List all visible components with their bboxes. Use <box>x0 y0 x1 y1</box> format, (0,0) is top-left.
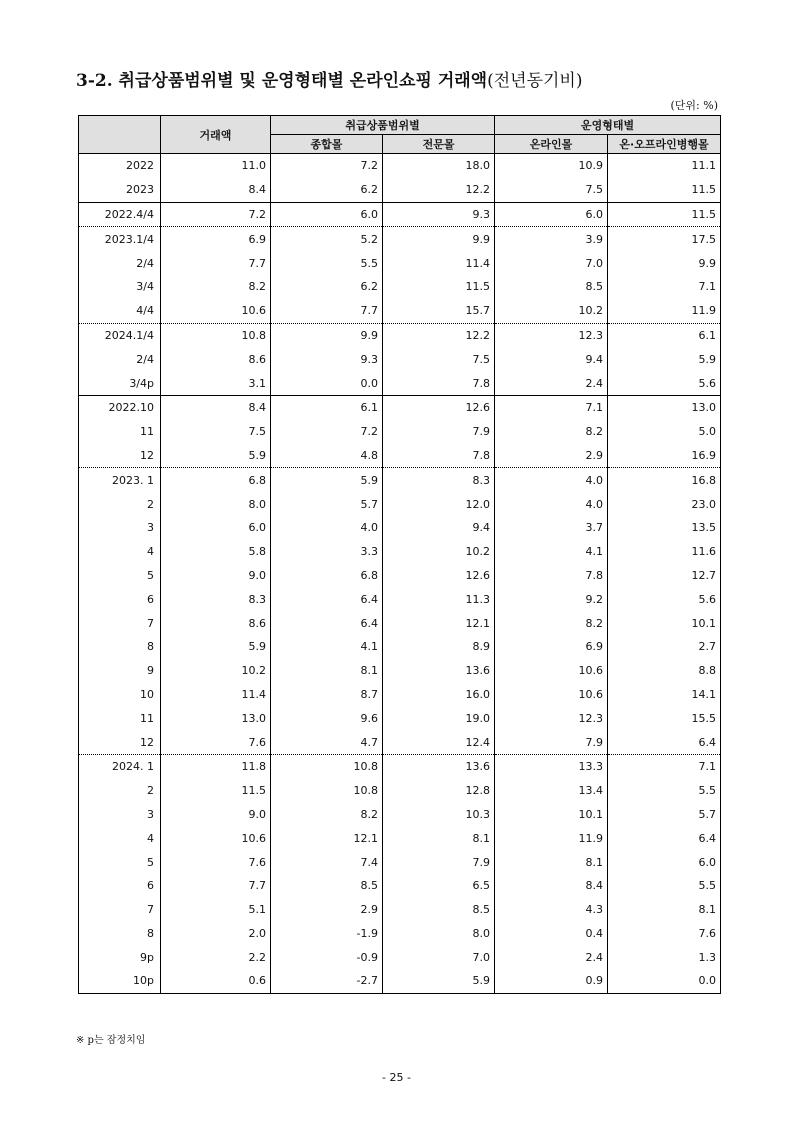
row-label: 2023 <box>79 178 161 202</box>
table-cell: 3.7 <box>495 516 608 540</box>
table-cell: 11.9 <box>608 299 721 323</box>
table-row <box>79 922 721 946</box>
table-cell: 13.0 <box>161 706 271 730</box>
table-cell: 7.2 <box>271 154 383 178</box>
table-cell: 16.9 <box>608 444 721 468</box>
table-cell: 17.5 <box>608 227 721 251</box>
table-cell: 9.3 <box>383 202 495 227</box>
table-cell: 1.3 <box>608 945 721 969</box>
row-label: 3 <box>79 516 161 540</box>
table-row <box>79 587 721 611</box>
row-label: 2/4 <box>79 347 161 371</box>
table-cell: 5.6 <box>608 587 721 611</box>
table-cell: 8.6 <box>161 347 271 371</box>
table-cell: 5.9 <box>271 468 383 492</box>
table-cell: 7.5 <box>161 420 271 444</box>
table-cell: 6.8 <box>161 468 271 492</box>
row-label: 4 <box>79 826 161 850</box>
table-cell: 9.6 <box>271 706 383 730</box>
row-label: 3/4p <box>79 371 161 395</box>
table-cell: 10.2 <box>383 540 495 564</box>
table-cell: 6.2 <box>271 275 383 299</box>
table-cell: 11.6 <box>608 540 721 564</box>
table-cell: 9.9 <box>383 227 495 251</box>
table-cell: 7.1 <box>495 395 608 419</box>
table-cell: 12.2 <box>383 178 495 202</box>
row-label: 9p <box>79 945 161 969</box>
table-cell: 7.0 <box>495 251 608 275</box>
table-cell: 5.9 <box>608 347 721 371</box>
header-specialty: 전문몰 <box>383 135 495 154</box>
table-row <box>79 444 721 468</box>
table-cell: 6.5 <box>383 874 495 898</box>
header-online: 온라인몰 <box>495 135 608 154</box>
table-row <box>79 420 721 444</box>
table-cell: 14.1 <box>608 683 721 707</box>
unit-label: (단위: %) <box>670 99 718 112</box>
table-cell: 8.1 <box>495 850 608 874</box>
table-cell: 16.8 <box>608 468 721 492</box>
table-row <box>79 635 721 659</box>
table-cell: 5.1 <box>161 898 271 922</box>
table-cell: 7.1 <box>608 754 721 778</box>
table-cell: 11.4 <box>161 683 271 707</box>
table-cell: 0.9 <box>495 969 608 993</box>
row-label: 7 <box>79 898 161 922</box>
row-label: 3 <box>79 803 161 827</box>
table-cell: 11.5 <box>608 202 721 227</box>
table-cell: 12.3 <box>495 323 608 347</box>
table-cell: 4.0 <box>495 492 608 516</box>
table-cell: 11.5 <box>608 178 721 202</box>
table-cell: 2.7 <box>608 635 721 659</box>
table-cell: 12.6 <box>383 564 495 588</box>
table-cell: 8.6 <box>161 611 271 635</box>
table-cell: 6.9 <box>495 635 608 659</box>
row-label: 12 <box>79 730 161 754</box>
table-cell: 6.8 <box>271 564 383 588</box>
table-cell: 6.4 <box>608 826 721 850</box>
table-cell: 5.7 <box>271 492 383 516</box>
table-row <box>79 706 721 730</box>
table-cell: 6.1 <box>608 323 721 347</box>
table-cell: 5.0 <box>608 420 721 444</box>
row-label: 2022.4/4 <box>79 202 161 227</box>
table-cell: 7.7 <box>161 251 271 275</box>
table-cell: 7.7 <box>271 299 383 323</box>
header-type-group: 운영형태별 <box>495 116 721 135</box>
table-cell: 12.1 <box>271 826 383 850</box>
row-label: 2022.10 <box>79 395 161 419</box>
table-cell: 11.5 <box>161 779 271 803</box>
table-cell: 7.5 <box>383 347 495 371</box>
table-cell: 5.5 <box>608 779 721 803</box>
table-cell: 23.0 <box>608 492 721 516</box>
page-number: - 25 - <box>382 1071 411 1084</box>
header-period <box>79 116 161 154</box>
table-row <box>79 945 721 969</box>
table-cell: 4.7 <box>271 730 383 754</box>
table-cell: 10.6 <box>161 826 271 850</box>
table-cell: 8.9 <box>383 635 495 659</box>
table-cell: 5.7 <box>608 803 721 827</box>
table-cell: 3.9 <box>495 227 608 251</box>
table-cell: 0.6 <box>161 969 271 993</box>
row-label: 2 <box>79 492 161 516</box>
table-cell: 2.9 <box>495 444 608 468</box>
table-cell: 6.4 <box>271 611 383 635</box>
table-cell: 9.3 <box>271 347 383 371</box>
table-cell: 7.9 <box>383 420 495 444</box>
table-row <box>79 299 721 323</box>
table-cell: 10.6 <box>495 659 608 683</box>
table-cell: 8.7 <box>271 683 383 707</box>
table-cell: 7.8 <box>383 444 495 468</box>
row-label: 10 <box>79 683 161 707</box>
table-row <box>79 371 721 395</box>
row-label: 7 <box>79 611 161 635</box>
table-title-main: 3-2. 취급상품범위별 및 운영형태별 온라인쇼핑 거래액 <box>76 71 488 91</box>
table-cell: 5.2 <box>271 227 383 251</box>
row-label: 4/4 <box>79 299 161 323</box>
table-cell: 13.5 <box>608 516 721 540</box>
table-row <box>79 395 721 419</box>
table-cell: 8.1 <box>271 659 383 683</box>
row-label: 12 <box>79 444 161 468</box>
table-cell: 7.7 <box>161 874 271 898</box>
table-cell: 13.3 <box>495 754 608 778</box>
table-cell: 4.0 <box>495 468 608 492</box>
table-row <box>79 850 721 874</box>
table-cell: 11.1 <box>608 154 721 178</box>
row-label: 2022 <box>79 154 161 178</box>
table-cell: 6.0 <box>271 202 383 227</box>
table-cell: 7.9 <box>495 730 608 754</box>
table-cell: 8.3 <box>161 587 271 611</box>
table-cell: 15.5 <box>608 706 721 730</box>
table-title-paren: (전년동기비) <box>487 71 583 91</box>
table-cell: 11.8 <box>161 754 271 778</box>
table-row <box>79 874 721 898</box>
row-label: 8 <box>79 635 161 659</box>
table-cell: 12.4 <box>383 730 495 754</box>
table-cell: 6.0 <box>161 516 271 540</box>
table-row <box>79 251 721 275</box>
table-cell: 8.2 <box>495 420 608 444</box>
table-row <box>79 347 721 371</box>
row-label: 9 <box>79 659 161 683</box>
table-cell: 4.8 <box>271 444 383 468</box>
table-cell: 10.9 <box>495 154 608 178</box>
table-row <box>79 178 721 202</box>
table-cell: 18.0 <box>383 154 495 178</box>
table-cell: 8.2 <box>161 275 271 299</box>
header-scope-group: 취급상품범위별 <box>271 116 495 135</box>
table-cell: 13.6 <box>383 659 495 683</box>
table-cell: 10.3 <box>383 803 495 827</box>
table-cell: 13.0 <box>608 395 721 419</box>
table-cell: 8.8 <box>608 659 721 683</box>
table-cell: 10.1 <box>495 803 608 827</box>
table-cell: 6.2 <box>271 178 383 202</box>
table-cell: 5.5 <box>271 251 383 275</box>
table-cell: 8.5 <box>495 275 608 299</box>
table-row <box>79 275 721 299</box>
table-cell: 8.0 <box>383 922 495 946</box>
row-label: 2024.1/4 <box>79 323 161 347</box>
table-cell: 0.0 <box>271 371 383 395</box>
table-cell: 8.0 <box>161 492 271 516</box>
table-cell: 7.2 <box>161 202 271 227</box>
table-cell: 9.4 <box>383 516 495 540</box>
table-row <box>79 803 721 827</box>
table-cell: 7.9 <box>383 850 495 874</box>
data-table <box>78 115 721 994</box>
table-cell: 2.9 <box>271 898 383 922</box>
table-row <box>79 540 721 564</box>
table-cell: 10.2 <box>495 299 608 323</box>
table-cell: 12.0 <box>383 492 495 516</box>
row-label: 3/4 <box>79 275 161 299</box>
row-label: 2/4 <box>79 251 161 275</box>
table-cell: 8.5 <box>383 898 495 922</box>
table-cell: 5.9 <box>383 969 495 993</box>
row-label: 4 <box>79 540 161 564</box>
table-cell: -1.9 <box>271 922 383 946</box>
table-cell: 7.4 <box>271 850 383 874</box>
row-label: 11 <box>79 706 161 730</box>
table-cell: 8.4 <box>161 395 271 419</box>
table-cell: 4.3 <box>495 898 608 922</box>
row-label: 2 <box>79 779 161 803</box>
table-cell: -2.7 <box>271 969 383 993</box>
table-cell: 0.4 <box>495 922 608 946</box>
table-cell: -0.9 <box>271 945 383 969</box>
table-cell: 8.3 <box>383 468 495 492</box>
row-label: 8 <box>79 922 161 946</box>
table-cell: 2.0 <box>161 922 271 946</box>
table-row <box>79 492 721 516</box>
table-cell: 12.6 <box>383 395 495 419</box>
table-cell: 8.5 <box>271 874 383 898</box>
table-cell: 8.4 <box>161 178 271 202</box>
table-cell: 5.9 <box>161 444 271 468</box>
table-row <box>79 659 721 683</box>
table-cell: 10.2 <box>161 659 271 683</box>
footnote: ※ p는 잠정치임 <box>76 1035 146 1046</box>
table-cell: 7.5 <box>495 178 608 202</box>
table-cell: 7.6 <box>608 922 721 946</box>
table-row <box>79 323 721 347</box>
table-cell: 12.2 <box>383 323 495 347</box>
table-cell: 2.4 <box>495 945 608 969</box>
table-row <box>79 611 721 635</box>
table-row <box>79 564 721 588</box>
table-cell: 7.1 <box>608 275 721 299</box>
table-body <box>79 154 721 994</box>
table-cell: 3.3 <box>271 540 383 564</box>
table-row <box>79 779 721 803</box>
row-label: 6 <box>79 587 161 611</box>
table-row <box>79 730 721 754</box>
table-row <box>79 898 721 922</box>
table-cell: 8.1 <box>383 826 495 850</box>
table-cell: 19.0 <box>383 706 495 730</box>
table-cell: 7.6 <box>161 850 271 874</box>
table-cell: 9.0 <box>161 564 271 588</box>
table-cell: 5.9 <box>161 635 271 659</box>
table-cell: 9.9 <box>271 323 383 347</box>
header-general: 종합몰 <box>271 135 383 154</box>
table-row <box>79 154 721 178</box>
table-cell: 3.1 <box>161 371 271 395</box>
table-cell: 16.0 <box>383 683 495 707</box>
table-cell: 11.4 <box>383 251 495 275</box>
table-cell: 7.0 <box>383 945 495 969</box>
table-cell: 13.6 <box>383 754 495 778</box>
table-cell: 11.9 <box>495 826 608 850</box>
table-cell: 9.4 <box>495 347 608 371</box>
table-cell: 12.7 <box>608 564 721 588</box>
table-cell: 5.6 <box>608 371 721 395</box>
table-cell: 11.0 <box>161 154 271 178</box>
row-label: 11 <box>79 420 161 444</box>
table-cell: 9.0 <box>161 803 271 827</box>
table-cell: 6.1 <box>271 395 383 419</box>
table-cell: 6.0 <box>608 850 721 874</box>
header-total: 거래액 <box>161 116 271 154</box>
table-cell: 7.8 <box>383 371 495 395</box>
row-label: 2024. 1 <box>79 754 161 778</box>
table-row <box>79 202 721 227</box>
table-cell: 2.4 <box>495 371 608 395</box>
table-cell: 4.0 <box>271 516 383 540</box>
table-cell: 7.8 <box>495 564 608 588</box>
table-cell: 10.6 <box>495 683 608 707</box>
table-row <box>79 516 721 540</box>
row-label: 5 <box>79 564 161 588</box>
table-title <box>76 66 582 91</box>
table-cell: 6.0 <box>495 202 608 227</box>
table-cell: 5.8 <box>161 540 271 564</box>
table-cell: 8.4 <box>495 874 608 898</box>
row-label: 10p <box>79 969 161 993</box>
table-cell: 6.4 <box>608 730 721 754</box>
table-cell: 15.7 <box>383 299 495 323</box>
table-row <box>79 227 721 251</box>
table-cell: 6.4 <box>271 587 383 611</box>
table-cell: 6.9 <box>161 227 271 251</box>
table-cell: 10.8 <box>271 779 383 803</box>
table-cell: 8.1 <box>608 898 721 922</box>
table-row <box>79 754 721 778</box>
table-cell: 7.6 <box>161 730 271 754</box>
table-cell: 2.2 <box>161 945 271 969</box>
table-cell: 10.1 <box>608 611 721 635</box>
table-row <box>79 826 721 850</box>
table-cell: 0.0 <box>608 969 721 993</box>
table-cell: 7.2 <box>271 420 383 444</box>
table-cell: 9.9 <box>608 251 721 275</box>
table-cell: 10.8 <box>161 323 271 347</box>
row-label: 2023.1/4 <box>79 227 161 251</box>
table-cell: 10.8 <box>271 754 383 778</box>
table-cell: 13.4 <box>495 779 608 803</box>
table-cell: 11.3 <box>383 587 495 611</box>
table-cell: 10.6 <box>161 299 271 323</box>
table-row <box>79 969 721 993</box>
table-cell: 9.2 <box>495 587 608 611</box>
row-label: 5 <box>79 850 161 874</box>
table-cell: 8.2 <box>495 611 608 635</box>
row-label: 2023. 1 <box>79 468 161 492</box>
table-cell: 4.1 <box>495 540 608 564</box>
table-row <box>79 683 721 707</box>
table-cell: 4.1 <box>271 635 383 659</box>
table-cell: 12.3 <box>495 706 608 730</box>
table-cell: 8.2 <box>271 803 383 827</box>
table-cell: 5.5 <box>608 874 721 898</box>
header-onoff: 온·오프라인병행몰 <box>608 135 721 154</box>
table-cell: 12.1 <box>383 611 495 635</box>
table-row <box>79 468 721 492</box>
table-cell: 12.8 <box>383 779 495 803</box>
row-label: 6 <box>79 874 161 898</box>
table-cell: 11.5 <box>383 275 495 299</box>
